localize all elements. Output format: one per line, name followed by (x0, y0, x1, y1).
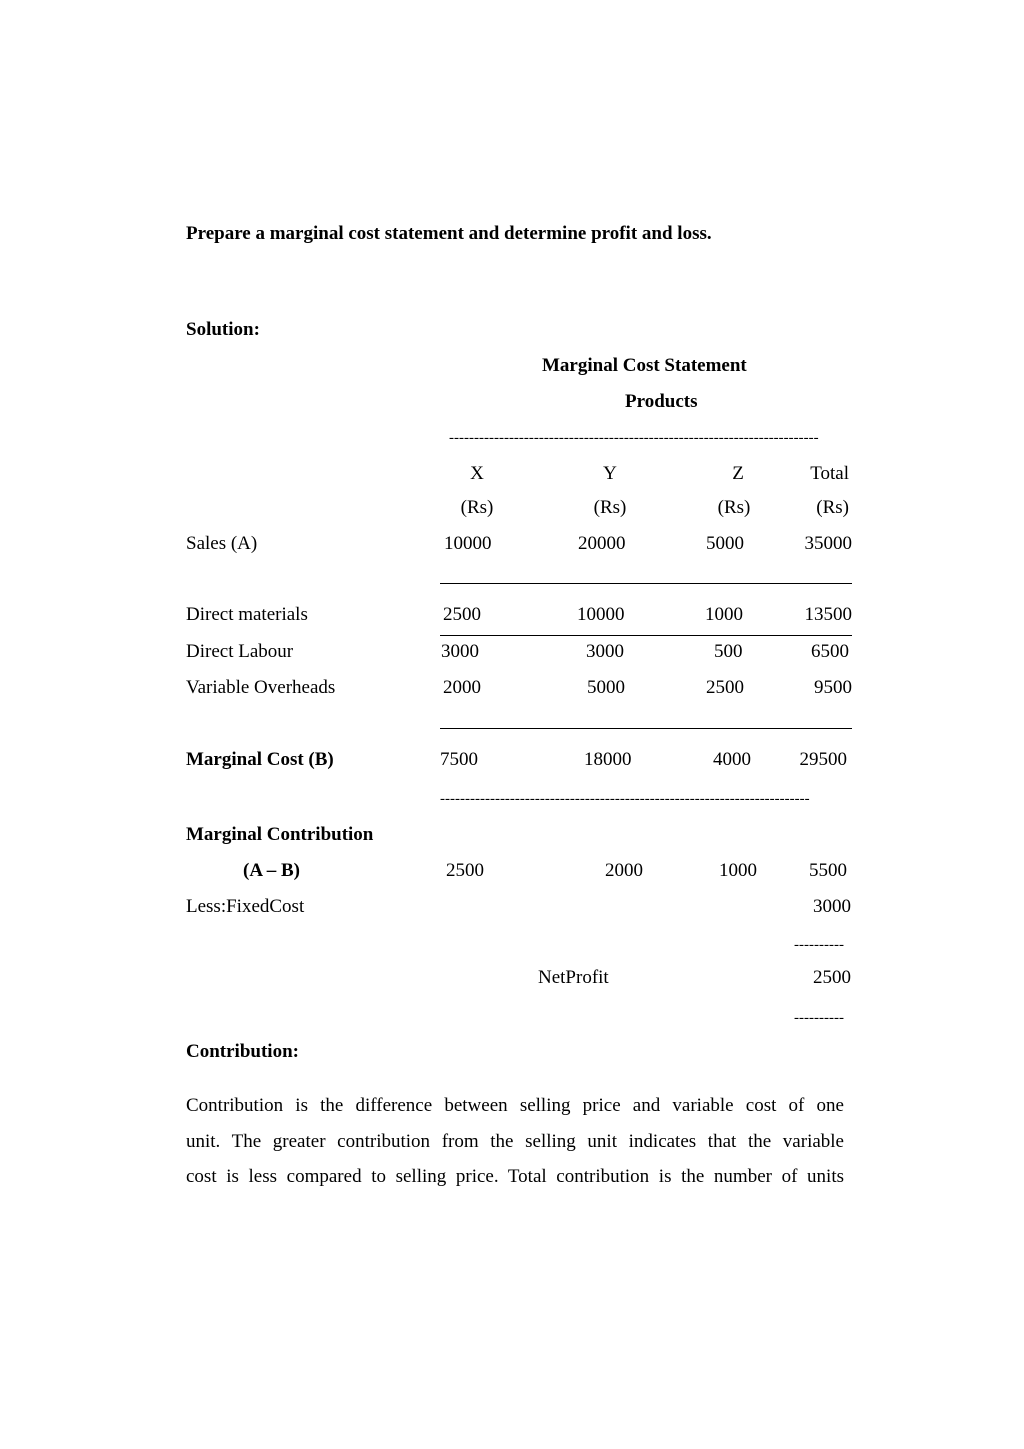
table-cell: 5000 (706, 533, 744, 554)
column-header-x: X (470, 463, 484, 484)
table-cell: 2500 (706, 677, 744, 698)
table-cell: 2000 (605, 860, 643, 881)
solution-label: Solution: (186, 319, 260, 340)
table-cell: 13500 (804, 604, 852, 625)
column-unit-y: (Rs) (593, 497, 627, 518)
table-cell: 2500 (443, 604, 481, 625)
statement-subtitle: Products (625, 391, 698, 412)
table-cell: 5000 (587, 677, 625, 698)
table-cell: 3000 (441, 641, 479, 662)
short-dash-line: ---------- (794, 1010, 844, 1026)
paragraph-line: cost is less compared to selling price. Total contribution is the number of units (186, 1166, 844, 1187)
column-unit-x: (Rs) (460, 497, 494, 518)
row-label-variable-overheads: Variable Overheads (186, 677, 336, 698)
row-label-direct-labour: Direct Labour (186, 641, 294, 662)
contribution-sub-label: (A – B) (243, 860, 300, 881)
table-cell: 500 (714, 641, 743, 662)
paragraph-line: unit. The greater contribution from the selling unit indicates that the variable (186, 1130, 844, 1152)
divider-line (440, 583, 852, 584)
column-unit-total: (Rs) (816, 497, 849, 518)
row-label-marginal-cost: Marginal Cost (B) (186, 749, 334, 770)
divider-line (440, 728, 852, 729)
table-cell: 2500 (446, 860, 484, 881)
products-dash-line: -------------------------------------------------------------------------- (449, 430, 819, 446)
divider-line (440, 635, 852, 636)
fixed-cost-label: Less:FixedCost (186, 896, 305, 917)
table-cell: 10000 (444, 533, 492, 554)
column-header-total: Total (810, 463, 849, 484)
table-cell: 2000 (443, 677, 481, 698)
table-cell: 6500 (811, 641, 849, 662)
statement-title: Marginal Cost Statement (542, 355, 747, 376)
question-text: Prepare a marginal cost statement and determine profit and loss. (186, 223, 712, 244)
table-cell: 7500 (440, 749, 478, 770)
cost-dash-line: -------------------------------------------------------------------------- (440, 791, 810, 807)
table-cell: 10000 (577, 604, 625, 625)
table-cell: 9500 (814, 677, 852, 698)
column-unit-z: (Rs) (717, 497, 751, 518)
table-cell: 20000 (578, 533, 626, 554)
column-header-z: Z (732, 463, 744, 484)
table-cell: 35000 (804, 533, 852, 554)
table-cell: 18000 (584, 749, 632, 770)
contribution-heading: Contribution: (186, 1041, 299, 1062)
net-profit-label: NetProfit (538, 967, 609, 988)
table-cell: 1000 (719, 860, 757, 881)
net-profit-value: 2500 (813, 967, 851, 988)
table-cell: 1000 (705, 604, 743, 625)
short-dash-line: ---------- (794, 937, 844, 953)
column-header-y: Y (603, 463, 617, 484)
row-label-sales: Sales (A) (186, 533, 258, 554)
paragraph-line: Contribution is the difference between selling price and variable cost of one (186, 1095, 844, 1116)
contribution-paragraph (186, 1088, 844, 1195)
fixed-cost-value: 3000 (813, 896, 851, 917)
table-cell: 5500 (809, 860, 847, 881)
contribution-label: Marginal Contribution (186, 824, 374, 845)
table-cell: 29500 (799, 749, 847, 770)
table-cell: 3000 (586, 641, 624, 662)
row-label-direct-materials: Direct materials (186, 604, 308, 625)
table-cell: 4000 (713, 749, 751, 770)
